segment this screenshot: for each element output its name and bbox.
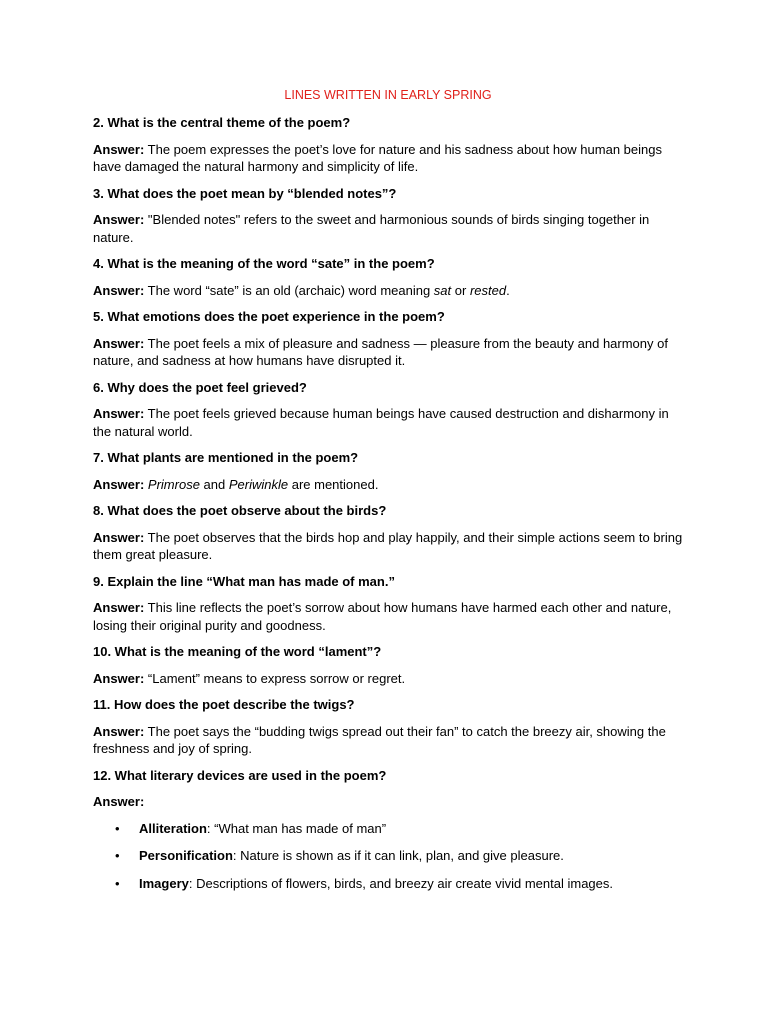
answer-text: The poet observes that the birds hop and play happily, and their simple actions seem to bring them great pleasure. xyxy=(93,529,683,562)
answer-text: The poem expresses the poet’s love for nature and his sadness about how human beings have damaged the natural harmony and simplicity of life. xyxy=(93,141,662,174)
answer-label: Answer: xyxy=(93,141,145,157)
qa-item-7 xyxy=(93,449,683,493)
answer-text: The poet says the “budding twigs spread out their fan” to catch the breezy air, showing the freshness and joy of spring. xyxy=(93,723,666,756)
device-description: : Nature is shown as if it can link, plan, and give pleasure. xyxy=(232,848,564,863)
answer-label: Answer: xyxy=(93,212,145,227)
question-4: 4. What is the meaning of the word “sate” in the poem? xyxy=(93,256,435,271)
answer-label: Answer: xyxy=(93,335,145,351)
question-5: 5. What emotions does the poet experience in the poem? xyxy=(93,309,445,324)
answer-text: and xyxy=(199,476,229,492)
answer-text: The word “sate” is an old (archaic) word meaning xyxy=(144,282,434,298)
italic-plant-periwinkle: Periwinkle xyxy=(228,476,289,492)
answer-text: or xyxy=(451,282,470,298)
answer-9 xyxy=(93,599,683,634)
qa-item-8 xyxy=(93,502,683,564)
device-description: : Descriptions of flowers, birds, and breezy air create vivid mental images. xyxy=(188,875,613,891)
bullet-icon: • xyxy=(115,875,120,891)
qa-item-2 xyxy=(93,114,683,176)
italic-plant-primrose: Primrose xyxy=(147,476,200,492)
question-12: 12. What literary devices are used in the poem? xyxy=(93,767,387,783)
answer-8 xyxy=(93,529,683,564)
question-3: 3. What does the poet mean by “blended notes”? xyxy=(93,185,397,201)
answer-label: Answer: xyxy=(93,723,145,739)
device-term: Alliteration xyxy=(139,820,207,836)
answer-12 xyxy=(93,793,683,811)
list-item-personification xyxy=(93,847,683,865)
qa-item-10 xyxy=(93,643,683,687)
italic-term-rested: rested xyxy=(469,282,507,298)
answer-2 xyxy=(93,141,683,176)
answer-text: “Lament” means to express sorrow or regret. xyxy=(144,670,406,686)
device-description: : “What man has made of man” xyxy=(206,820,387,836)
answer-label: Answer: xyxy=(93,282,145,298)
answer-text: "Blended notes" refers to the sweet and harmonious sounds of birds singing together in nature. xyxy=(93,212,650,245)
answer-10 xyxy=(93,670,683,688)
qa-item-5 xyxy=(93,308,683,370)
italic-term-sat: sat xyxy=(433,282,452,298)
list-item-alliteration xyxy=(93,820,683,838)
question-6: 6. Why does the poet feel grieved? xyxy=(93,379,307,395)
answer-text: The poet feels grieved because human beings have caused destruction and disharmony in the natural world. xyxy=(93,406,669,439)
question-11: 11. How does the poet describe the twigs? xyxy=(93,697,355,712)
bullet-icon: • xyxy=(115,848,120,863)
question-2: 2. What is the central theme of the poem? xyxy=(93,115,351,130)
answer-text: This line reflects the poet’s sorrow about how humans have harmed each other and nature, losing their original purity and goodness. xyxy=(93,600,672,633)
question-9: 9. Explain the line “What man has made of man.” xyxy=(93,573,395,589)
bullet-icon: • xyxy=(115,820,120,836)
qa-item-11 xyxy=(93,696,683,758)
device-term: Personification xyxy=(139,848,233,863)
document-title: LINES WRITTEN IN EARLY SPRING xyxy=(284,88,492,102)
literary-devices-list xyxy=(93,820,683,893)
answer-text: are mentioned. xyxy=(288,476,379,492)
question-8: 8. What does the poet observe about the birds? xyxy=(93,503,387,518)
list-item-imagery xyxy=(93,875,683,893)
qa-item-4 xyxy=(93,255,683,299)
answer-4 xyxy=(93,282,683,300)
answer-3 xyxy=(93,211,683,246)
answer-6 xyxy=(93,405,683,440)
answer-5 xyxy=(93,335,683,370)
qa-item-3 xyxy=(93,185,683,247)
answer-label: Answer: xyxy=(93,529,145,545)
device-term: Imagery xyxy=(139,875,189,891)
qa-item-6 xyxy=(93,379,683,441)
answer-7 xyxy=(93,476,683,494)
qa-item-12 xyxy=(93,767,683,893)
document-body xyxy=(93,87,683,902)
answer-label: Answer: xyxy=(93,670,145,686)
answer-text: . xyxy=(506,282,510,298)
answer-label: Answer: xyxy=(93,794,145,809)
answer-label: Answer: xyxy=(93,406,145,421)
answer-label: Answer: xyxy=(93,600,145,615)
qa-item-9 xyxy=(93,573,683,635)
answer-11 xyxy=(93,723,683,758)
answer-text: The poet feels a mix of pleasure and sadness — pleasure from the beauty and harmony of nature, and sadness at how humans have disrupted it. xyxy=(93,335,668,368)
question-7: 7. What plants are mentioned in the poem? xyxy=(93,450,359,465)
question-10: 10. What is the meaning of the word “lament”? xyxy=(93,644,382,659)
answer-label: Answer: xyxy=(93,476,145,492)
